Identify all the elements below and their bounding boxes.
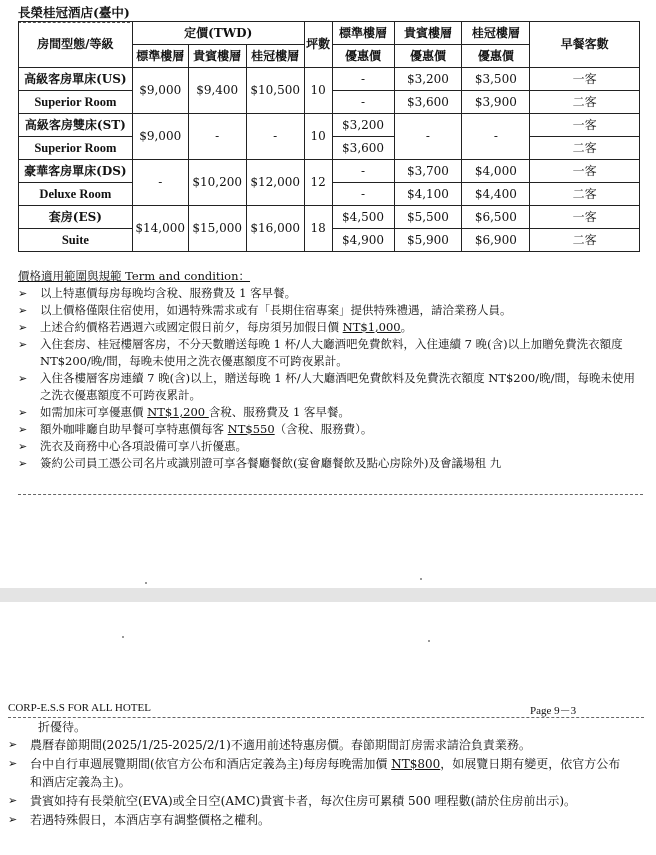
promo-laurel: $4,000 [462, 160, 530, 183]
room-name-en: Suite [19, 229, 133, 252]
arrowhead-bullet-icon: ➢ [18, 372, 28, 385]
header-std-promo-sub: 優惠價 [332, 45, 394, 68]
header-vip: 貴賓樓層 [188, 45, 246, 68]
header-vip-promo-sub: 優惠價 [394, 45, 462, 68]
header-list-price: 定價(TWD) [132, 22, 304, 45]
header-laurel-promo-sub: 優惠價 [462, 45, 530, 68]
list-item [8, 811, 628, 829]
arrowhead-bullet-icon: ➢ [18, 304, 28, 317]
breakfast-count: 一客 [530, 160, 640, 183]
term-text: 台中自行車週展覽期間(依官方公布和酒店定義為主)每房每晚需加價 [30, 757, 392, 771]
room-name-zh: 高級客房單床(US) [19, 68, 133, 91]
room-name-en: Deluxe Room [19, 183, 133, 206]
term-text: 簽約公司員工憑公司名片或識別證可享各餐廳餐飲(宴會廳餐飲及點心房除外)及會議場租 九 [40, 456, 502, 470]
breakfast-count: 二客 [530, 229, 640, 252]
header-room-type: 房間型態/等級 [19, 22, 133, 68]
term-text: 如需加床可享優惠價 [40, 405, 148, 419]
term-text: （含稅、服務費）。 [274, 422, 373, 436]
promo-laurel: $3,500 [462, 68, 530, 91]
promo-std: - [332, 68, 394, 91]
room-sqm: 18 [304, 206, 332, 252]
term-price: NT$550 [227, 422, 275, 436]
room-sqm: 12 [304, 160, 332, 206]
list-item [18, 404, 643, 421]
arrowhead-bullet-icon: ➢ [8, 757, 18, 770]
list-laurel: $12,000 [246, 160, 304, 206]
promo-std: $4,900 [332, 229, 394, 252]
term-price: NT$1,000 [342, 320, 401, 334]
list-item [18, 285, 643, 302]
term-price: NT$1,200 [147, 405, 209, 419]
list-laurel: - [246, 114, 304, 160]
term-text: 上述合約價格若遇週六或國定假日前夕，每房須另加假日價 [40, 320, 343, 334]
scan-speck [122, 636, 124, 638]
list-item [8, 736, 628, 754]
arrowhead-bullet-icon: ➢ [18, 457, 28, 470]
term-text: 貴賓如持有長榮航空(EVA)或全日空(AMC)貴賓卡者，每次住房可累積 500 哩程數(請於住房前出示)。 [30, 794, 577, 808]
list-laurel: $10,500 [246, 68, 304, 114]
footer-doc-id: CORP-E.S.S FOR ALL HOTEL [8, 702, 151, 714]
room-name-zh: 套房(ES) [19, 206, 133, 229]
list-std: - [132, 160, 188, 206]
header-laurel: 桂冠樓層 [246, 45, 304, 68]
list-item [18, 302, 643, 319]
terms-heading: 價格適用範圍與規範 Term and condition： [18, 269, 251, 283]
arrowhead-bullet-icon: ➢ [8, 738, 18, 751]
room-name-en: Superior Room [19, 137, 133, 160]
list-vip: - [188, 114, 246, 160]
list-vip: $15,000 [188, 206, 246, 252]
list-laurel: $16,000 [246, 206, 304, 252]
table-header-row [19, 22, 640, 45]
term-price: NT$800 [391, 757, 441, 771]
breakfast-count: 二客 [530, 137, 640, 160]
rate-table [18, 21, 640, 252]
promo-std: - [332, 160, 394, 183]
arrowhead-bullet-icon: ➢ [18, 338, 28, 351]
table-row [19, 114, 640, 137]
room-sqm: 10 [304, 114, 332, 160]
breakfast-count: 二客 [530, 91, 640, 114]
term-text: 洗衣及商務中心各項設備可享八折優惠。 [40, 439, 247, 453]
table-row [19, 160, 640, 183]
scan-speck [145, 582, 147, 584]
scan-speck [428, 640, 430, 642]
arrowhead-bullet-icon: ➢ [18, 287, 28, 300]
term-text: 以上特惠價每房每晚均含稅、服務費及 1 客早餐。 [40, 286, 297, 300]
arrowhead-bullet-icon: ➢ [18, 406, 28, 419]
term-text: 含稅、服務費及 1 客早餐。 [208, 405, 350, 419]
footer-page-number: Page 9－3 [530, 705, 577, 717]
term-text: 農曆春節期間(2025/1/25-2025/2/1)不適用前述特惠房價。春節期間訂房需求請洽負責業務。 [30, 738, 531, 752]
list-item [18, 438, 643, 455]
promo-std: $3,600 [332, 137, 394, 160]
terms-list [18, 285, 643, 472]
promo-std: - [332, 91, 394, 114]
list-item [18, 455, 643, 472]
header-vip-promo: 貴賓樓層 [394, 22, 462, 45]
term-text: 入住套房、桂冠樓層客房，不分天數贈送每晚 1 杯/人大廳酒吧免費飲料，入住連續 7 晚(含)以上加贈免費洗衣額度 NT$200/晚/間，每晚未使用之洗衣優惠額度不可跨夜累計。 [40, 337, 623, 368]
term-text: ，如展覽日期有變更，依官方公布和酒店定義為主)。 [30, 757, 621, 789]
term-text: 以上價格僅限住宿使用，如遇特殊需求或有「長期住宿專案」提供特殊禮遇，請洽業務人員。 [40, 303, 512, 317]
header-sqm: 坪數 [304, 22, 332, 68]
hotel-title: 長榮桂冠酒店(臺中) [18, 5, 130, 20]
promo-std: - [332, 183, 394, 206]
list-item [8, 792, 628, 810]
promo-vip: $3,200 [394, 68, 462, 91]
promo-std: $3,200 [332, 114, 394, 137]
list-std: $9,000 [132, 68, 188, 114]
promo-std: $4,500 [332, 206, 394, 229]
table-row [19, 68, 640, 91]
list-item [18, 319, 643, 336]
promo-vip: $3,700 [394, 160, 462, 183]
list-vip: $9,400 [188, 68, 246, 114]
promo-laurel: $3,900 [462, 91, 530, 114]
term-text: 若遇特殊假日，本酒店享有調整價格之權利。 [30, 813, 271, 827]
breakfast-count: 一客 [530, 114, 640, 137]
arrowhead-bullet-icon: ➢ [18, 440, 28, 453]
list-item [8, 755, 628, 791]
room-name-zh: 豪華客房單床(DS) [19, 160, 133, 183]
arrowhead-bullet-icon: ➢ [18, 321, 28, 334]
arrowhead-bullet-icon: ➢ [8, 813, 18, 826]
header-std: 標準樓層 [132, 45, 188, 68]
list-vip: $10,200 [188, 160, 246, 206]
room-name-zh: 高級客房雙床(ST) [19, 114, 133, 137]
promo-vip: $5,900 [394, 229, 462, 252]
page-gap [0, 588, 656, 602]
room-name-en: Superior Room [19, 91, 133, 114]
promo-vip: $3,600 [394, 91, 462, 114]
arrowhead-bullet-icon: ➢ [18, 423, 28, 436]
breakfast-count: 二客 [530, 183, 640, 206]
room-sqm: 10 [304, 68, 332, 114]
term-text: 。 [400, 320, 413, 334]
header-laurel-promo: 桂冠樓層 [462, 22, 530, 45]
list-item [18, 336, 643, 370]
header-breakfast: 早餐客數 [530, 22, 640, 68]
term-text: 入住各樓層客房連續 7 晚(含)以上，贈送每晚 1 杯/人大廳酒吧免費飲料及免費洗衣額度 NT$200/晚/間，每晚未使用之洗衣優惠額度不可跨夜累計。 [40, 371, 636, 402]
list-item [18, 370, 643, 404]
arrowhead-bullet-icon: ➢ [8, 794, 18, 807]
continued-text: 折優待。 [38, 720, 87, 734]
promo-laurel: $6,500 [462, 206, 530, 229]
breakfast-count: 一客 [530, 68, 640, 91]
promo-vip: - [394, 114, 462, 160]
header-std-promo: 標準樓層 [332, 22, 394, 45]
promo-vip: $5,500 [394, 206, 462, 229]
promo-vip: $4,100 [394, 183, 462, 206]
promo-laurel: $6,900 [462, 229, 530, 252]
breakfast-count: 一客 [530, 206, 640, 229]
promo-laurel: - [462, 114, 530, 160]
scan-speck [420, 578, 422, 580]
terms-list-continued [8, 736, 628, 830]
promo-laurel: $4,400 [462, 183, 530, 206]
list-item [18, 421, 643, 438]
list-std: $14,000 [132, 206, 188, 252]
section-divider [18, 494, 643, 495]
table-row [19, 206, 640, 229]
footer-divider [8, 717, 644, 718]
list-std: $9,000 [132, 114, 188, 160]
term-text: 額外咖啡廳自助早餐可享特惠價每客 [40, 422, 228, 436]
